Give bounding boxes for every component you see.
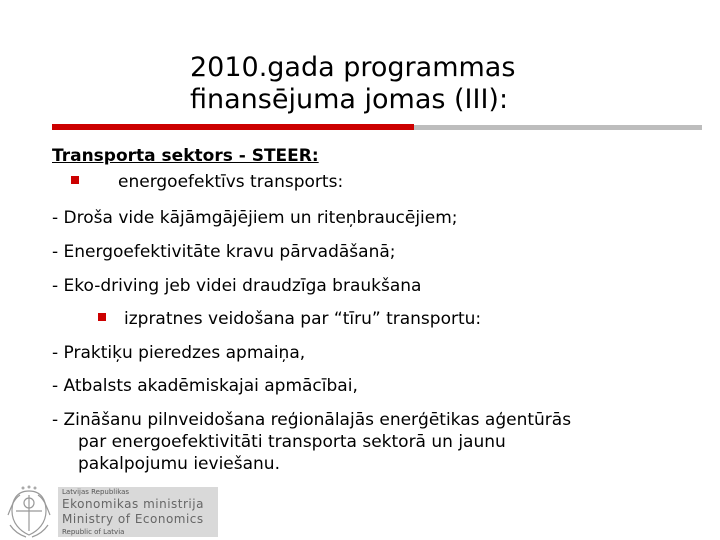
logo-ministry-en: Ministry of Economics [62,512,204,526]
list-item: - Praktiķu pieredzes apmaiņa, [52,343,306,363]
slide-title-line1: 2010.gada programmas [190,52,516,83]
title-divider-red [52,124,414,130]
logo-country-lv: Latvijas Republikas [62,488,130,496]
list-item: - Atbalsts akadēmiskajai apmācībai, [52,376,358,396]
list-item: - Droša vide kājāmgājējiem un riteņbraucējiem; [52,208,458,228]
list-item-multiline [52,409,571,475]
bullet-square-icon [71,176,79,184]
list-item-line: - Zināšanu pilnveidošana reģionālajās enerģētikas aģentūrās [52,410,572,430]
list-item: - Eko-driving jeb videi draudzīga braukšana [52,276,422,296]
slide-title-line2: finansējuma jomas (III): [190,84,509,115]
section-heading: Transporta sektors - STEER: [52,146,319,166]
logo-ministry-lv: Ekonomikas ministrija [62,497,204,511]
logo-country-en: Republic of Latvia [62,528,125,536]
bullet-clean-transport-awareness: izpratnes veidošana par “tīru” transportu: [124,309,482,329]
bullet-square-icon [98,313,106,321]
slide-title [190,52,610,116]
logo-text-box [58,487,218,537]
ministry-logo [0,483,220,540]
title-divider-gray [414,125,702,130]
list-item: - Energoefektivitāte kravu pārvadāšanā; [52,242,396,262]
coat-of-arms-icon [6,485,52,539]
bullet-energy-efficient-transport: energoefektīvs transports: [118,172,344,192]
list-item-line: pakalpojumu ieviešanu. [78,454,280,474]
list-item-line: par energoefektivitāti transporta sektorā un jaunu [78,432,506,452]
